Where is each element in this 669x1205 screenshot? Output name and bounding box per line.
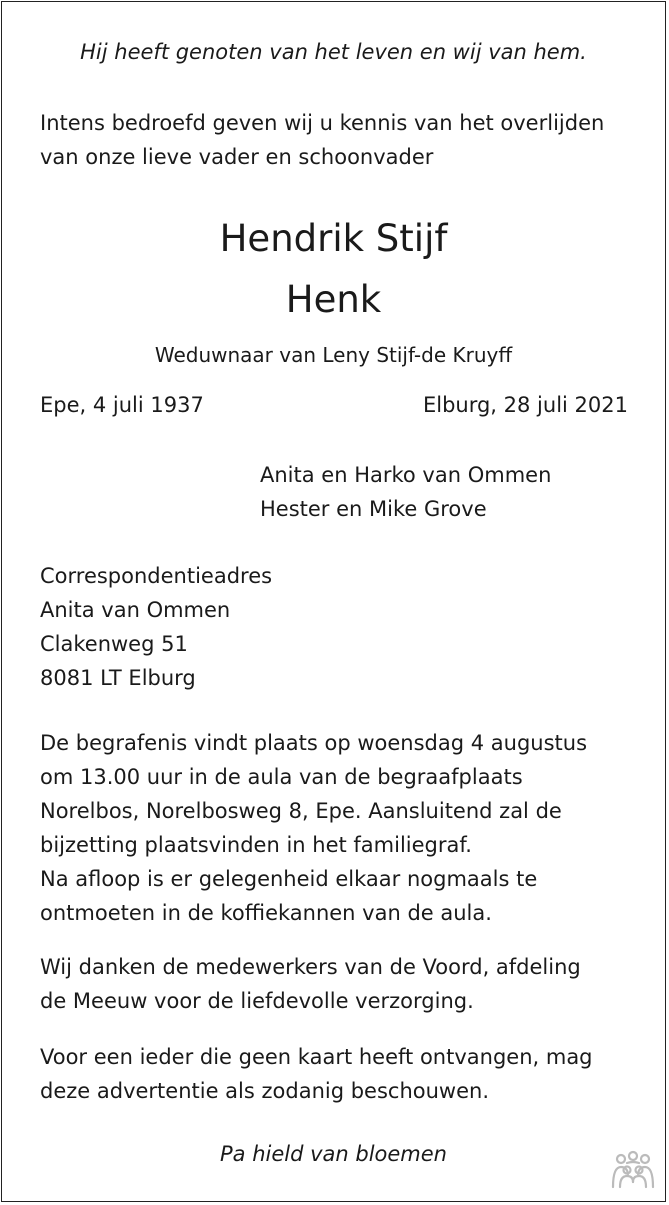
funeral-paragraph bbox=[40, 726, 587, 930]
notice-line: Voor een ieder die geen kaart heeft ontvangen, mag bbox=[40, 1045, 593, 1069]
family-member: Hester en Mike Grove bbox=[260, 497, 487, 521]
notice-paragraph bbox=[40, 1040, 593, 1108]
people-logo-icon bbox=[607, 1149, 659, 1191]
motto: Hij heeft genoten van het leven en wij van hem. bbox=[80, 40, 587, 64]
funeral-line: Norelbos, Norelbosweg 8, Epe. Aansluitend zal de bbox=[40, 799, 562, 823]
funeral-line: bijzetting plaatsvinden in het familiegraf. bbox=[40, 833, 472, 857]
closing-line: Pa hield van bloemen bbox=[219, 1142, 447, 1166]
intro-line: Intens bedroefd geven wij u kennis van het overlijden bbox=[40, 111, 605, 135]
address-line: Anita van Ommen bbox=[40, 598, 231, 622]
address-line: Clakenweg 51 bbox=[40, 632, 188, 656]
thanks-paragraph bbox=[40, 950, 581, 1018]
intro-line: van onze lieve vader en schoonvader bbox=[40, 145, 434, 169]
deceased-nickname: Henk bbox=[285, 278, 382, 321]
thanks-line: Wij danken de medewerkers van de Voord, afdeling bbox=[40, 955, 581, 979]
funeral-line: De begrafenis vindt plaats op woensdag 4 augustus bbox=[40, 731, 588, 755]
thanks-line: de Meeuw voor de liefdevolle verzorging. bbox=[40, 989, 474, 1013]
widower-line: Weduwnaar van Leny Stijf-de Kruyff bbox=[154, 343, 513, 367]
obituary-card bbox=[1, 1, 666, 1202]
correspondence-address bbox=[40, 559, 272, 695]
address-line: 8081 LT Elburg bbox=[40, 666, 196, 690]
notice-line: deze advertentie als zodanig beschouwen. bbox=[40, 1079, 489, 1103]
family-list bbox=[260, 458, 551, 526]
family-member: Anita en Harko van Ommen bbox=[260, 463, 552, 487]
death-place-date: Elburg, 28 juli 2021 bbox=[422, 393, 628, 417]
birth-place-date: Epe, 4 juli 1937 bbox=[40, 393, 204, 417]
funeral-line: om 13.00 uur in de aula van de begraafplaats bbox=[40, 765, 523, 789]
funeral-line: Na afloop is er gelegenheid elkaar nogmaals te bbox=[40, 867, 538, 891]
people-logo-figures bbox=[613, 1152, 653, 1187]
intro-text bbox=[40, 106, 604, 174]
address-line: Correspondentieadres bbox=[40, 564, 273, 588]
deceased-name: Hendrik Stijf bbox=[219, 217, 448, 260]
funeral-line: ontmoeten in de koffiekannen van de aula. bbox=[40, 901, 492, 925]
